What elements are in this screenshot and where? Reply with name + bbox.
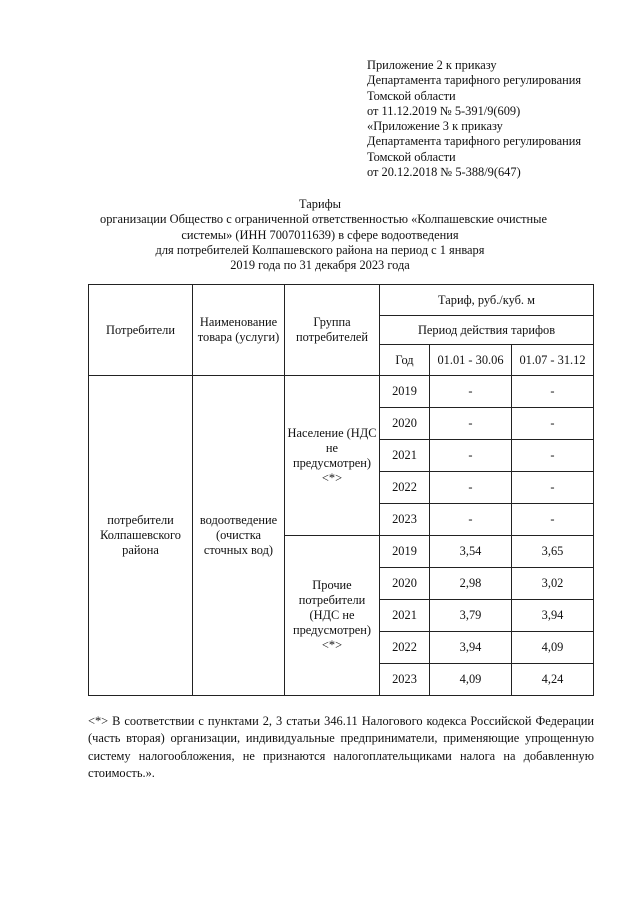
appendix-block [367,58,581,180]
tariff-h1-cell: 3,94 [430,632,512,664]
year-cell: 2022 [380,632,430,664]
tariff-h1-cell: - [430,440,512,472]
header-period: Период действия тарифов [380,316,594,345]
header-tariff: Тариф, руб./куб. м [380,285,594,316]
tariff-h1-cell: 4,09 [430,664,512,696]
header-group: Группа потребителей [285,285,380,376]
tariff-h1-cell: - [430,408,512,440]
footnote: <*> В соответствии с пунктами 2, 3 статьи 346.11 Налогового кодекса Российской Федерации (часть вторая) организации, индивидуальные предприниматели, применяющие упрощенную систему налогообложения, не признаются налогоплательщиками налога на добавленную стоимость.». [88,714,594,780]
appendix-line: от 20.12.2018 № 5-388/9(647) [367,165,521,180]
appendix-line: Приложение 2 к приказу [367,58,497,72]
document-heading [100,197,547,273]
appendix-line: Томской области [367,88,456,103]
year-cell: 2022 [380,472,430,504]
tariff-h2-cell: - [512,408,594,440]
header-half1: 01.01 - 30.06 [430,345,512,376]
year-cell: 2021 [380,600,430,632]
header-consumers: Потребители [89,285,193,376]
tariff-h1-cell: - [430,376,512,408]
heading-line: для потребителей Колпашевского района на период с 1 января [155,242,485,257]
tariff-h1-cell: - [430,472,512,504]
tariff-h1-cell: 3,54 [430,536,512,568]
year-cell: 2023 [380,664,430,696]
heading-line: организации Общество с ограниченной ответственностью «Колпашевские очистные [100,212,547,227]
group-other: Прочие потребители (НДС не предусмотрен) <*> [285,536,380,696]
heading-line: 2019 года по 31 декабря 2023 года [230,258,410,273]
tariff-h1-cell: - [430,504,512,536]
table-row [89,376,594,408]
product-cell: водоотведение (очистка сточных вод) [193,376,285,696]
appendix-line: Департамента тарифного регулирования [367,73,582,88]
tariff-h2-cell: 3,94 [512,600,594,632]
year-cell: 2020 [380,408,430,440]
appendix-line: «Приложение 3 к приказу [367,119,503,134]
year-cell: 2019 [380,376,430,408]
tariff-h1-cell: 2,98 [430,568,512,600]
appendix-line: от 11.12.2019 № 5-391/9(609) [367,103,521,118]
appendix-line: Департамента тарифного регулирования [367,134,582,149]
appendix-line: Томской области [367,149,456,164]
tariff-h2-cell: 4,24 [512,664,594,696]
tariff-h2-cell: 3,02 [512,568,594,600]
heading-line: системы» (ИНН 7007011639) в сфере водоотведения [181,227,459,242]
tariff-h2-cell: - [512,440,594,472]
group-population: Население (НДС не предусмотрен) <*> [285,376,380,536]
year-cell: 2023 [380,504,430,536]
tariff-h2-cell: - [512,376,594,408]
year-cell: 2021 [380,440,430,472]
header-year: Год [380,345,430,376]
header-product: Наименование товара (услуги) [193,285,285,376]
year-cell: 2019 [380,536,430,568]
heading-title: Тарифы [299,197,341,211]
tariff-h2-cell: - [512,504,594,536]
tariff-table [88,284,594,696]
tariff-h2-cell: 3,65 [512,536,594,568]
year-cell: 2020 [380,568,430,600]
tariff-h2-cell: - [512,472,594,504]
header-half2: 01.07 - 31.12 [512,345,594,376]
tariff-h1-cell: 3,79 [430,600,512,632]
consumer-cell: потребители Колпашевского района [89,376,193,696]
tariff-h2-cell: 4,09 [512,632,594,664]
